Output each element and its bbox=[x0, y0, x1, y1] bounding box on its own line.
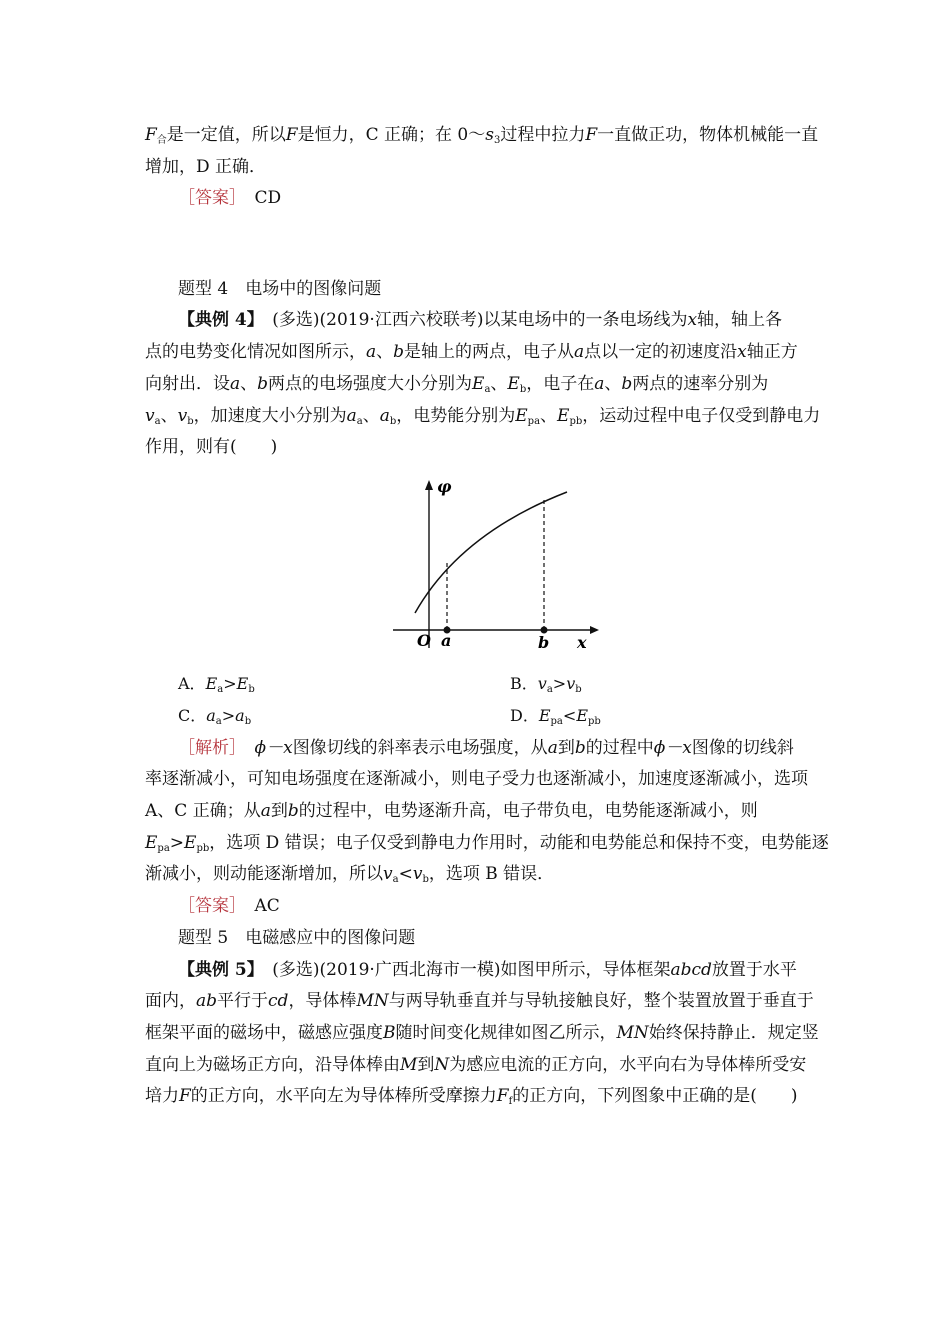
prev-solution-line-1: $F_合$是一定值，所以F是恒力，C 正确；在 $0\sim s_3$过程中拉力F一直做正功，物体机械能一直 bbox=[145, 125, 819, 146]
analysis-line-4: $E_{pa}>E_{pb}$，选项 D 错误；电子仅受到静电力作用时，动能和电势能总和保持不变，电势能逐 bbox=[145, 833, 829, 854]
topic-4-title: 题型 4 电场中的图像问题 bbox=[178, 279, 382, 299]
point-a-label: a bbox=[441, 631, 452, 650]
example-5-line-1: 【典例 5】 (多选)(2019·广西北海市一模)如图甲所示，导体框架abcd放置于水平 bbox=[178, 960, 797, 980]
example-4-label: 【典例 4】 bbox=[178, 310, 256, 330]
prev-answer bbox=[178, 187, 843, 209]
option-c: C．$a_a>a_b$ bbox=[178, 706, 252, 727]
prev-solution-line-2: 增加，D 正确． bbox=[145, 157, 267, 177]
example-4-line-5: 作用，则有( ) bbox=[145, 437, 278, 457]
analysis-answer bbox=[178, 895, 843, 917]
analysis-line-2: 率逐渐减小，可知电场强度在逐渐减小，则电子受力也逐渐减小，加速度逐渐减小，选项 bbox=[145, 769, 808, 789]
example-4-line-3: 向射出．设a、b两点的电场强度大小分别为$E_a$、$E_b$，电子在a、b两点的速率分别为 bbox=[145, 374, 769, 395]
example-5-line-3: 框架平面的磁场中，磁感应强度B随时间变化规律如图乙所示，MN始终保持静止．规定竖 bbox=[145, 1023, 819, 1043]
analysis-label: ［解析］ bbox=[178, 738, 238, 758]
point-b-label: b bbox=[538, 633, 550, 652]
origin-label: O bbox=[417, 631, 431, 650]
example-4-line-1: 【典例 4】 (多选)(2019·江西六校联考)以某电场中的一条电场线为x轴，轴上各 bbox=[178, 310, 783, 330]
analysis-line-1: ［解析］ ϕ－x图像切线的斜率表示电场强度，从a到b的过程中ϕ－x图像的切线斜 bbox=[178, 738, 794, 758]
y-axis-arrow bbox=[425, 480, 433, 490]
example-5-line-4: 直向上为磁场正方向，沿导体棒由M到N为感应电流的正方向，水平向右为导体棒所受安 bbox=[145, 1055, 807, 1075]
potential-graph-figure bbox=[385, 470, 615, 660]
example-5-label: 【典例 5】 bbox=[178, 960, 256, 980]
y-axis-label: φ bbox=[437, 477, 452, 496]
option-d: D．$E_{pa}<E_{pb}$ bbox=[510, 706, 601, 727]
example-4-line-2: 点的电势变化情况如图所示，a、b是轴上的两点，电子从a点以一定的初速度沿x轴正方 bbox=[145, 342, 798, 362]
example-5-line-2: 面内，ab平行于cd，导体棒MN与两导轨垂直并与导轨接触良好，整个装置放置于垂直于 bbox=[145, 991, 814, 1011]
option-b: B．$v_a>v_b$ bbox=[510, 674, 582, 695]
topic-5-title: 题型 5 电磁感应中的图像问题 bbox=[178, 928, 416, 948]
example-4-line-4: $v_a$、$v_b$，加速度大小分别为$a_a$、$a_b$，电势能分别为$E_{pa}$、$E_{pb}$，运动过程中电子仅受到静电力 bbox=[145, 406, 821, 427]
option-a: A．$E_a>E_b$ bbox=[178, 674, 255, 695]
x-axis-arrow bbox=[590, 626, 599, 634]
answer-label: ［答案］ bbox=[178, 896, 238, 916]
answer-value: CD bbox=[254, 188, 282, 208]
example-5-line-5: 培力F的正方向，水平向左为导体棒所受摩擦力$F_f$的正方向，下列图象中正确的是( ) bbox=[145, 1086, 798, 1107]
answer-value: AC bbox=[254, 896, 280, 916]
answer-label: ［答案］ bbox=[178, 188, 238, 208]
analysis-line-3: A、C 正确；从a到b的过程中，电势逐渐升高，电子带负电，电势能逐渐减小，则 bbox=[145, 801, 758, 821]
x-axis-label: x bbox=[577, 633, 587, 652]
analysis-line-5: 渐减小，则动能逐渐增加，所以$v_a<v_b$，选项 B 错误． bbox=[145, 864, 555, 885]
